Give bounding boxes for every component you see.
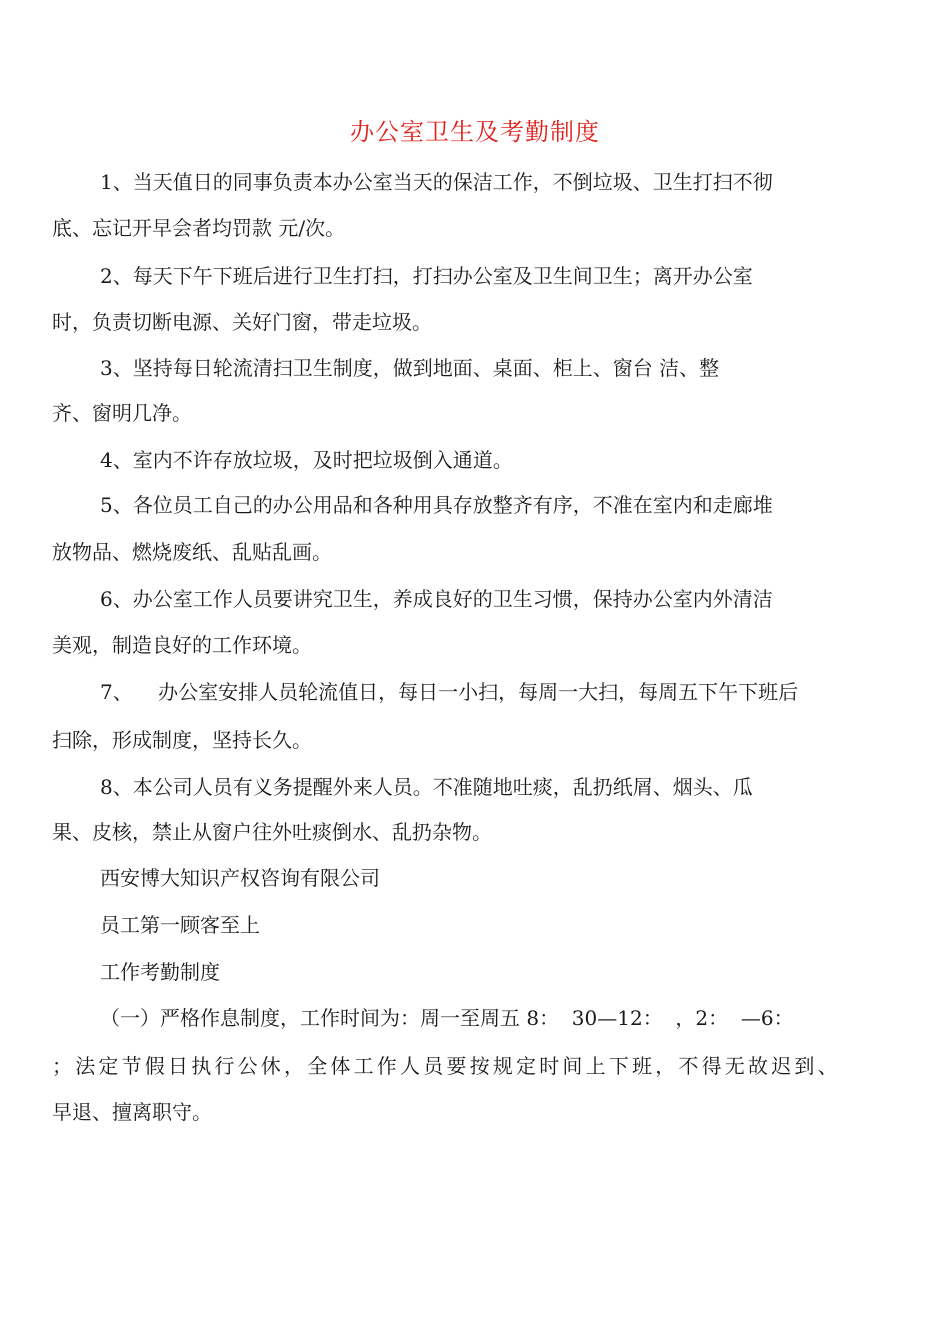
rule-7-line-1: 7、 办公室安排人员轮流值日，每日一小扫，每周一大扫，每周五下午下班后 [100, 680, 799, 704]
rule-1-line-1: 1、当天值日的同事负责本办公室当天的保洁工作，不倒垃圾、卫生打扫不彻 [100, 170, 773, 194]
rule-2-line-2: 时，负责切断电源、关好门窗，带走垃圾。 [52, 310, 432, 334]
company-motto: 员工第一顾客至上 [100, 913, 260, 937]
section-heading-attendance: 工作考勤制度 [100, 960, 220, 984]
document-title: 办公室卫生及考勤制度 [350, 118, 600, 146]
attendance-rule-1-line-2: ；法定节假日执行公休，全体工作人员要按规定时间上下班，不得无故迟到、 [52, 1054, 841, 1078]
rule-7-line-2: 扫除，形成制度，坚持长久。 [52, 728, 312, 752]
attendance-rule-1-line-1: （一）严格作息制度，工作时间为：周一至周五 8： 30—12： ，2： —6： [100, 1006, 794, 1030]
rule-3-line-1: 3、坚持每日轮流清扫卫生制度，做到地面、桌面、柜上、窗台 洁、整 [100, 356, 720, 380]
rule-3-line-2: 齐、窗明几净。 [52, 401, 192, 425]
company-name: 西安博大知识产权咨询有限公司 [100, 866, 380, 890]
rule-5-line-1: 5、各位员工自己的办公用品和各种用具存放整齐有序，不准在室内和走廊堆 [100, 493, 773, 517]
rule-8-line-1: 8、本公司人员有义务提醒外来人员。不准随地吐痰，乱扔纸屑、烟头、瓜 [100, 775, 753, 799]
rule-5-line-2: 放物品、燃烧废纸、乱贴乱画。 [52, 540, 332, 564]
rule-2-line-1: 2、每天下午下班后进行卫生打扫，打扫办公室及卫生间卫生；离开办公室 [100, 264, 753, 288]
attendance-rule-1-line-3: 早退、擅离职守。 [52, 1100, 212, 1124]
rule-6-line-2: 美观，制造良好的工作环境。 [52, 633, 312, 657]
rule-8-line-2: 果、皮核，禁止从窗户往外吐痰倒水、乱扔杂物。 [52, 820, 492, 844]
rule-4-line-1: 4、室内不许存放垃圾，及时把垃圾倒入通道。 [100, 448, 513, 472]
rule-1-line-2: 底、忘记开早会者均罚款 元/次。 [52, 216, 346, 240]
rule-6-line-1: 6、办公室工作人员要讲究卫生，养成良好的卫生习惯，保持办公室内外清洁 [100, 587, 773, 611]
